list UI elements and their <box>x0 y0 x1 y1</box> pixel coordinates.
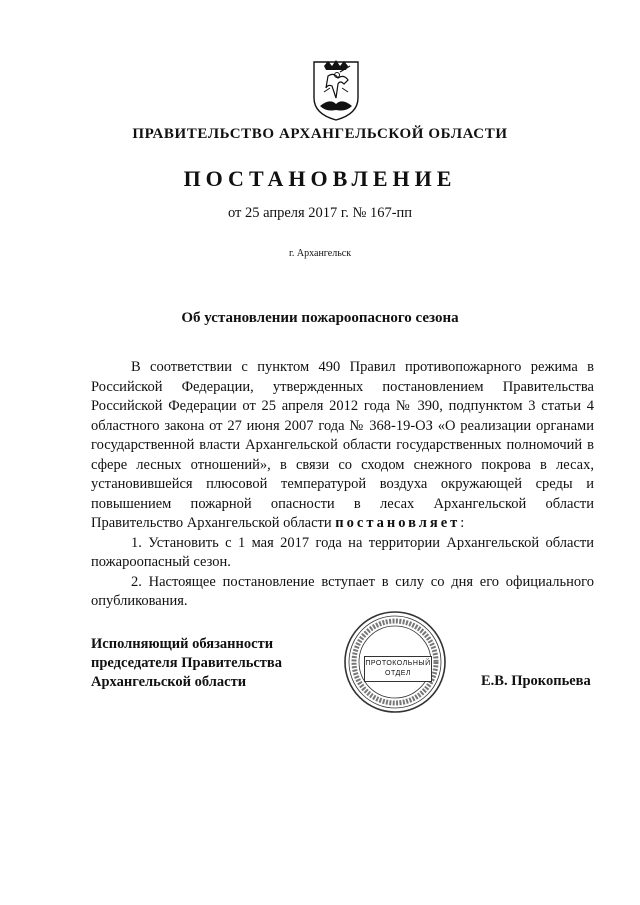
signer-line-2: председателя Правительства <box>91 655 283 671</box>
resolves-word: постановляет <box>335 515 461 531</box>
document-date-number: от 25 апреля 2017 г. № 167-пп <box>227 205 413 221</box>
signer-line-1: Исполняющий обязанности <box>91 636 274 652</box>
preamble-text: В соответствии с пунктом 490 Правил противопожарного режима в Российской Федерации, утвержденных постановлением Правительства Российской Федерации от 25 апреля 2012 года № 390, подпунктом 3 статьи 4 областного закона от 27 июня 2007 года № 368-19-ОЗ «О реализации органами государственной власти Архангельской области государственных полномочий в сфере лесных отношений», в связи со сходом снежного покрова в лесах, установившейся плюсовой температурой воздуха окружающей среды и повышением пожарной опасности в лесах Архангельской области Правительство Архангельской области <box>91 359 594 531</box>
preamble-paragraph <box>91 358 594 534</box>
point-2: 2. Настоящее постановление вступает в силу со дня его официального опубликования. <box>91 573 594 609</box>
document-subject: Об установлении пожароопасного сезона <box>181 310 459 326</box>
stamp-line-2: ОТДЕЛ <box>385 670 411 677</box>
signer-line-3: Архангельской области <box>91 674 247 690</box>
point-1: 1. Установить с 1 мая 2017 года на территории Архангельской области пожароопасный сезон. <box>91 534 594 570</box>
signer-name: Е.В. Прокопьева <box>481 673 591 689</box>
document-type: ПОСТАНОВЛЕНИЕ <box>183 166 457 191</box>
coat-of-arms-icon <box>310 58 362 122</box>
document-city: г. Архангельск <box>288 248 352 259</box>
organization-title: ПРАВИТЕЛЬСТВО АРХАНГЕЛЬСКОЙ ОБЛАСТИ <box>132 126 508 142</box>
resolves-colon: : <box>460 515 465 531</box>
signer-position <box>91 635 282 692</box>
stamp-line-1: ПРОТОКОЛЬНЫЙ <box>365 660 431 667</box>
document-body <box>91 358 594 612</box>
seal-stamp-label <box>364 656 432 682</box>
